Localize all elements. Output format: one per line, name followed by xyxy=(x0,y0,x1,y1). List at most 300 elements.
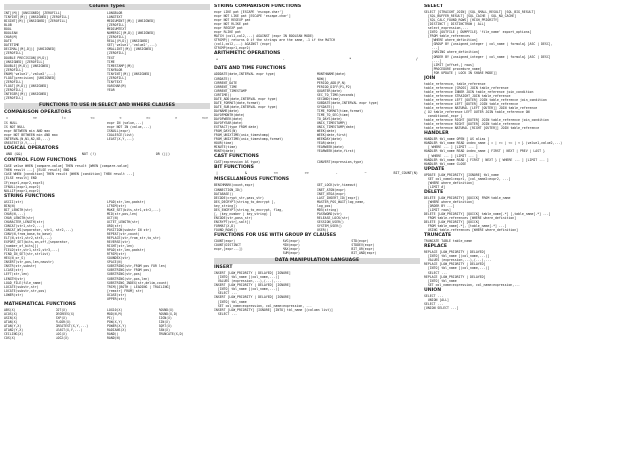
syntax-line: [FOR UPDATE | LOCK IN SHARE MODE]] xyxy=(424,70,497,75)
syntax-line: [SQL_BUFFER_RESULT] [SQL_CACHE | SQL_NO_CACHE] xyxy=(424,14,517,19)
syntax-entry: FROM_DAYS(N) xyxy=(214,129,238,134)
syntax-entry: SOUNDEX(str) xyxy=(107,256,131,261)
insert-lines xyxy=(214,271,420,316)
syntax-line: expr NOT REGEXP pat xyxy=(214,18,251,23)
syntax-entry: CONCAT(str1,str2,...) xyxy=(4,223,45,228)
delete-lines xyxy=(424,196,634,232)
syntax-line: DELETE [LOW_PRIORITY] [QUICK] xyxy=(424,220,480,225)
syntax-entry: INTERVAL(N,N1,N2,N3,...) xyxy=(4,137,51,142)
syntax-entry: key_string]) xyxy=(214,203,238,208)
syntax-line: [UNION SELECT ...] xyxy=(424,305,459,310)
syntax-entry: WEEKDAY(date) xyxy=(317,137,342,142)
syntax-entry: TINYTEXT xyxy=(107,79,123,84)
syntax-entry: INET_NTOA(expr) xyxy=(317,191,346,196)
syntax-entry: INET_ATON(expr) xyxy=(317,187,346,192)
syntax-entry: expr BETWEEN min AND max xyxy=(4,129,51,134)
syntax-line: [INTO] tbl_name xyxy=(214,299,247,304)
syntax-entry: LOCATE(substr,str) xyxy=(4,284,39,289)
syntax-line: ...] xyxy=(424,46,440,51)
syntax-line: table_reference [CROSS] JOIN table_reference xyxy=(424,85,509,90)
syntax-entry: RAND(N) xyxy=(107,336,121,341)
syntax-entry: [ZEROFILL] xyxy=(4,51,24,56)
syntax-entry: SUBSTRING(str,pos,len) xyxy=(107,276,150,281)
syntax-entry: CONV(N,from_base,to_base) xyxy=(4,232,52,237)
syntax-entry: COALESCE(list) xyxy=(107,133,134,138)
syntax-entry: ABS(X) xyxy=(4,307,16,312)
syntax-line: SELECT ... xyxy=(424,293,444,298)
grid-column xyxy=(4,308,56,340)
date-time-grid xyxy=(214,72,420,153)
syntax-entry: VARCHAR(M) xyxy=(107,83,127,88)
syntax-entry: UNIX_TIMESTAMP() xyxy=(317,121,348,126)
syntax-entry: DATE_ADD(date,INTERVAL expr type) xyxy=(214,96,278,101)
column-middle xyxy=(214,4,420,316)
syntax-entry: MONTHNAME(date) xyxy=(317,72,346,77)
syntax-line: [ WHERE ... ] [LIMIT ... ] xyxy=(424,153,478,158)
syntax-line: REPLACE [LOW_PRIORITY | DELAYED] xyxy=(424,262,486,267)
syntax-entry: DATE_FORMAT(date,format) xyxy=(214,100,261,105)
syntax-line: conditional_expr } xyxy=(424,114,463,119)
subheader-replace: REPLACE xyxy=(424,244,448,250)
syntax-entry: [number_of_bits]]) xyxy=(4,244,39,249)
syntax-entry: TIME_TO_SEC(time) xyxy=(317,112,350,117)
syntax-entry: RADIANS(X) xyxy=(107,328,127,333)
bit-operator-row xyxy=(214,171,420,176)
syntax-entry: MASTER_POS_WAIT(log_name, xyxy=(317,199,365,204)
syntax-entry: UCASE(str) xyxy=(107,292,127,297)
syntax-line: table_reference NATURAL [LEFT [OUTER]] JOIN table_reference xyxy=(424,106,538,111)
syntax-entry: RTRIM(str) xyxy=(107,252,127,257)
subheader-update: UPDATE xyxy=(424,166,445,172)
syntax-line: table_reference RIGHT [OUTER] JOIN table_reference xyxy=(424,122,520,127)
syntax-line: SET col_name=expression, col_name=expression, ... xyxy=(214,303,312,308)
syntax-line: table_reference, table_reference xyxy=(424,81,486,86)
syntax-entry: LCASE(str) xyxy=(4,268,24,273)
grid-column xyxy=(317,183,420,232)
operator-token: - xyxy=(335,171,338,176)
syntax-entry: [ZEROFILL] xyxy=(4,67,24,72)
syntax-line: TRUNCATE TABLE table_name xyxy=(424,239,472,244)
syntax-entry: SYSTEM_USER() xyxy=(317,223,342,228)
syntax-entry: STDDEV(expr) xyxy=(351,243,375,248)
syntax-entry: PASSWORD(str) xyxy=(317,211,342,216)
grid-column xyxy=(4,121,107,145)
syntax-entry: SUBSTRING_INDEX(str,delim,count) xyxy=(107,280,169,285)
subheader-date-time: DATE AND TIME FUNCTIONS xyxy=(214,66,286,72)
syntax-line: INSERT [LOW_PRIORITY] [IGNORE] [INTO] tbl_name [(column list)] xyxy=(214,307,333,312)
syntax-entry: REVERSE(str) xyxy=(107,240,131,245)
syntax-line: HANDLER tbl_name CLOSE xyxy=(424,161,467,166)
column-right xyxy=(424,4,634,310)
syntax-entry: INSERT(str,pos,len,newstr) xyxy=(4,260,54,265)
syntax-entry: LOG(X) xyxy=(55,332,68,337)
syntax-entry: UNIX_TIMESTAMP(date) xyxy=(317,125,356,130)
syntax-entry: NOW() xyxy=(317,76,327,81)
syntax-entry: LONGBLOB xyxy=(107,11,123,15)
syntax-entry: LEAST(X,Y,...) xyxy=(107,137,134,142)
syntax-entry: COUNT(DISTINCT xyxy=(214,243,241,248)
syntax-line: SELECT ... xyxy=(214,311,238,316)
syntax-entry: CURDATE() xyxy=(214,76,232,81)
syntax-entry: [ZEROFILL] xyxy=(107,23,127,28)
syntax-entry: BIT_LENGTH(str) xyxy=(4,207,33,212)
syntax-entry: SMALLINT[(M)] [UNSIGNED] xyxy=(107,47,154,52)
syntax-entry: ENUM('value1','value2',...) xyxy=(4,71,56,76)
syntax-entry: COT(X) xyxy=(55,307,68,312)
syntax-entry: LONGTEXT xyxy=(107,15,123,20)
syntax-line: [FROM table_references xyxy=(424,34,471,39)
syntax-entry: MINUTE(time) xyxy=(214,145,238,150)
syntax-line: [WHERE where_definition] xyxy=(424,180,474,185)
operator-token: != xyxy=(61,116,66,121)
syntax-entry: REPEAT(str,count) xyxy=(107,232,140,237)
syntax-entry: PI() xyxy=(107,315,115,320)
syntax-entry: POW(X,Y) xyxy=(107,319,123,324)
syntax-entry: ATAN(X) xyxy=(4,319,18,324)
syntax-entry: TINYINT[(M)] [UNSIGNED] xyxy=(107,71,152,76)
subheader-select: SELECT xyxy=(424,4,444,9)
syntax-entry: WEEK(date) xyxy=(317,129,337,134)
subheader-arithmetic: ARITHMETIC OPERATIONS xyxy=(214,51,281,57)
subheader-cast: CAST FUNCTIONS xyxy=(214,154,259,160)
grid-column xyxy=(107,200,210,301)
syntax-entry: LENGTH(str) xyxy=(4,276,26,281)
syntax-entry: RELEASE_LOCK(str) xyxy=(317,215,350,220)
grid-column xyxy=(4,11,107,100)
syntax-entry: MAX(expr) xyxy=(282,247,300,252)
syntax-entry: SESSION_USER() xyxy=(317,219,344,224)
join-lines xyxy=(424,82,634,131)
syntax-entry: [ZEROFILL] xyxy=(4,95,24,100)
syntax-line: [HAVING where_definition] xyxy=(424,50,480,55)
syntax-entry: CHAR(M) xyxy=(4,35,18,40)
grid-column xyxy=(214,239,283,255)
syntax-entry: FLOAT[(M,D)] [UNSIGNED] xyxy=(4,83,49,88)
operator-token: <= xyxy=(90,116,95,121)
syntax-entry: LOCATE(substr,str,pos) xyxy=(4,288,47,293)
syntax-line: USING table-references [WHERE where_definition] xyxy=(424,228,519,233)
syntax-entry: LPAD(str,len,padstr) xyxy=(107,199,146,204)
syntax-entry: TRIM([[BOTH | LEADING | TRAILING] xyxy=(107,284,171,289)
syntax-line: SET col_name=expression, col_name=expression,... xyxy=(424,282,520,287)
syntax-line: INSERT [LOW_PRIORITY | DELAYED] [IGNORE] xyxy=(214,283,291,288)
syntax-entry: MEDIUMINT[(M)] [UNSIGNED] xyxy=(107,19,155,24)
syntax-entry: GET_LOCK(str,timeout) xyxy=(317,183,358,188)
syntax-entry: IS NOT NULL xyxy=(4,125,26,130)
syntax-line: HANDLER tbl_name OPEN [ AS alias ] xyxy=(424,137,490,142)
syntax-entry: [, (key_number | key_string) ] xyxy=(214,211,272,216)
syntax-entry: SPACE(N) xyxy=(107,260,123,265)
syntax-entry: CHARACTER_LENGTH(str) xyxy=(4,219,45,224)
syntax-line: [INTO] tbl_name [(col_name,...)] xyxy=(424,266,490,271)
syntax-entry: [ZEROFILL] xyxy=(107,35,127,40)
subheader-string-functions: STRING FUNCTIONS xyxy=(4,193,55,199)
subheader-truncate: TRUNCATE xyxy=(424,233,452,239)
syntax-entry: BOOLEAN xyxy=(4,31,18,36)
grid-column xyxy=(4,200,107,301)
syntax-entry: ATAN(Y,X) xyxy=(4,324,22,328)
grid-column xyxy=(107,121,210,145)
syntax-entry: FROM_UNIXTIME(unix_timestamp,format) xyxy=(214,137,284,142)
update-lines xyxy=(424,173,634,189)
syntax-line: FROM table-references [WHERE where_definition] xyxy=(424,216,517,221)
syntax-entry: MD5(string) xyxy=(317,207,339,212)
syntax-entry: POSITION(substr IN str) xyxy=(107,227,152,232)
syntax-line: expr REGEXP pat xyxy=(214,26,243,31)
syntax-line: UPDATE [LOW_PRIORITY] [IGNORE] tbl_name xyxy=(424,172,499,177)
syntax-line: [WHERE where_definition] xyxy=(424,199,474,204)
syntax-entry: DEGREES(X) xyxy=(55,311,75,316)
syntax-entry: SUBSTRING(str FROM pos) xyxy=(107,268,152,273)
syntax-entry: QUARTER(date) xyxy=(317,88,342,93)
column-types-grid xyxy=(4,11,210,100)
syntax-entry: LAST_INSERT_ID([expr]) xyxy=(317,195,360,200)
syntax-entry: STD(expr) xyxy=(351,239,369,244)
syntax-entry: REPLACE(str,from_str,to_str) xyxy=(107,236,161,241)
syntax-entry: ASIN(X) xyxy=(4,315,18,320)
subheader-bit-functions: BIT FUNCTIONS xyxy=(214,165,254,171)
grid-column xyxy=(317,72,420,153)
syntax-line: [ELSE result] END xyxy=(4,176,37,181)
syntax-line: SELECT ... xyxy=(424,301,444,306)
syntax-line: HANDLER tbl_name READ index_name { = | >= | <= | < } (value1,value2,...) xyxy=(424,141,563,146)
syntax-entry: SQRT(X) xyxy=(158,324,172,328)
syntax-entry: SIGN(X) xyxy=(158,315,172,320)
grid-column xyxy=(214,72,317,153)
syntax-entry: ENCRYPT(str[,salt]) xyxy=(214,219,251,224)
syntax-entry: DAYOFYEAR(date) xyxy=(214,121,243,126)
syntax-entry: MIN(expr) xyxy=(282,243,300,248)
syntax-entry: ORD(str) xyxy=(107,223,123,228)
syntax-entry: FIND_IN_SET(str,strlist) xyxy=(4,252,51,257)
operator-token: * xyxy=(349,57,352,62)
syntax-entry: PERIOD_ADD(P,N) xyxy=(317,80,346,85)
syntax-entry: [ZEROFILL] xyxy=(4,79,24,84)
syntax-entry: MONTH(date) xyxy=(214,149,236,154)
syntax-line: THEN result ...] [ELSE result] END xyxy=(4,168,70,173)
subheader-group-by: FUNCTIONS FOR USE WITH GROUP BY CLAUSES xyxy=(214,233,337,239)
syntax-entry: ELT(N,str1,str2,str3,...) xyxy=(4,236,52,241)
grid-column xyxy=(283,239,352,255)
syntax-entry: CURTIME() xyxy=(214,92,232,97)
syntax-entry: log_pos) xyxy=(317,203,333,208)
syntax-entry: INTEGER[(M)] [UNSIGNED] xyxy=(4,91,49,96)
grid-column xyxy=(159,308,211,340)
operator-token: AND (&&) xyxy=(6,152,23,157)
syntax-entry: FOUND_ROWS() xyxy=(214,227,238,232)
control-flow-lines xyxy=(4,164,210,192)
syntax-entry: DOUBLE[(M,D)] [UNSIGNED] xyxy=(4,63,51,68)
syntax-entry: YEARWEEK(date) xyxy=(317,145,344,150)
syntax-entry: CHAR_LENGTH(str) xyxy=(4,215,35,220)
syntax-entry: MID(str,pos,len) xyxy=(107,211,138,216)
syntax-entry: MEDIUMTEXT xyxy=(107,27,127,32)
syntax-line: FROM table_name[.*], [table_name[.*] ...] xyxy=(424,224,507,229)
operator-token: - xyxy=(282,57,285,62)
syntax-entry: ASCII(str) xyxy=(4,199,24,204)
syntax-entry: MAKE_SET(bits,str1,str2,...) xyxy=(107,207,161,212)
syntax-entry: FLOAT(precision) [UNSIGNED] xyxy=(4,75,56,80)
syntax-entry: [ZEROFILL] xyxy=(107,51,127,56)
syntax-entry: LOAD_FILE(file_name) xyxy=(4,280,43,285)
syntax-entry: DAYOFWEEK(date) xyxy=(214,116,243,121)
syntax-entry: BIGINT[(M)] [UNSIGNED] [ZEROFILL] xyxy=(4,19,68,24)
syntax-entry: HOUR(time) xyxy=(214,141,234,146)
syntax-line: REPLACE [LOW_PRIORITY | DELAYED] xyxy=(424,274,486,279)
syntax-line: [ WHERE ... ] [LIMIT ... ] xyxy=(424,145,478,150)
syntax-line: [WHERE where_definition] xyxy=(424,38,478,43)
syntax-entry: DATE_SUB(date,INTERVAL expr type) xyxy=(214,104,278,109)
operator-token: / xyxy=(415,57,418,62)
syntax-line: SELECT ... xyxy=(424,270,448,275)
syntax-entry: LTRIM(str) xyxy=(107,203,127,208)
section-header-dml: DATA MANIPULATION LANGUAGE xyxy=(214,258,420,264)
syntax-entry: BENCHMARK(count,expr) xyxy=(214,183,255,188)
syntax-entry: CONCAT_WS(separator, str1, str2,...) xyxy=(4,227,74,232)
syntax-entry: CHAR(N,...) xyxy=(4,211,26,216)
syntax-entry: ADDDATE(date,INTERVAL expr type) xyxy=(214,72,276,77)
operator-token: <> xyxy=(32,116,37,121)
syntax-entry: [ZEROFILL] xyxy=(107,75,127,80)
syntax-entry: ATAN2(Y,X) xyxy=(4,328,24,333)
syntax-entry: CONNECTION_ID() xyxy=(214,187,243,192)
syntax-entry: RAND() xyxy=(107,332,119,337)
subheader-math-functions: MATHEMATICAL FUNCTIONS xyxy=(4,301,76,307)
syntax-line: ,...] xyxy=(424,58,442,63)
syntax-entry: DAYNAME(date) xyxy=(214,108,239,113)
syntax-entry: DECIMAL[(M[,D])] [UNSIGNED] xyxy=(4,47,56,52)
syntax-entry: FLOOR(X) xyxy=(55,319,71,324)
syntax-entry: DATETIME xyxy=(4,43,20,48)
grid-column xyxy=(214,160,317,164)
syntax-line: [GROUP BY {unsigned_integer | col_name | formula} [ASC | DESC], xyxy=(424,42,553,47)
syntax-entry: IS NULL xyxy=(4,121,18,126)
syntax-line: table_reference LEFT [OUTER] JOIN table_reference join_condition xyxy=(424,97,547,102)
syntax-entry: expr IN (value,...) xyxy=(107,121,144,126)
syntax-entry: OCT(N) xyxy=(107,215,119,220)
syntax-entry: MOD(N,M) xyxy=(107,311,123,316)
syntax-line: table_reference STRAIGHT_JOIN table_reference xyxy=(424,93,511,98)
syntax-line: CASE value WHEN [compare-value] THEN result [WHEN [compare-value] xyxy=(4,164,129,169)
syntax-line: [INTO] tbl_name [(col_name,...)] xyxy=(214,275,280,280)
syntax-entry: TO_DAYS(date) xyxy=(317,116,342,121)
syntax-line: IF(expr1,expr2,expr3) xyxy=(4,180,45,185)
handler-lines xyxy=(424,137,634,165)
operator-token: = xyxy=(6,116,9,121)
syntax-line: expr NOT LIKE pat [ESCAPE 'escape-char'] xyxy=(214,14,291,19)
syntax-entry: CAST(expression AS type) xyxy=(214,160,261,165)
syntax-entry: DES_ENCRYPT(string_to_encrypt, flag, xyxy=(214,207,284,212)
operator-token: >= xyxy=(146,116,151,121)
syntax-entry: SECOND(time) xyxy=(317,96,341,101)
syntax-line: [SQL_CALC_FOUND_ROWS] [HIGH_PRIORITY] xyxy=(424,18,499,23)
syntax-line: table_reference INNER JOIN table_reference join_condition xyxy=(424,89,534,94)
syntax-entry: BLOB xyxy=(4,23,12,28)
syntax-entry: HEX(N_or_S) xyxy=(4,256,26,261)
subheader-union: UNION xyxy=(424,287,442,293)
syntax-entry: FIELD(str,str1,str2,str3,...) xyxy=(4,248,60,253)
syntax-entry: DECODE(crypt_str,pass_str) xyxy=(214,195,264,200)
string-functions-grid xyxy=(4,200,210,301)
operator-token: & xyxy=(244,171,247,176)
math-functions-grid xyxy=(4,308,210,340)
syntax-entry: SIN(X) xyxy=(158,319,171,324)
syntax-entry: TINYBLOB xyxy=(107,67,123,72)
group-by-grid xyxy=(214,239,420,255)
syntax-line: expr LIKE pat [ESCAPE 'escape-char'] xyxy=(214,10,284,14)
syntax-entry: SET('value1','value2',...) xyxy=(107,43,157,48)
grid-column xyxy=(56,308,108,340)
syntax-entry: EXP(X) xyxy=(55,315,68,320)
syntax-line: [INTO] tbl_name [(col_name,...)] xyxy=(214,287,280,292)
syntax-entry: GREATEST(X,Y,...) xyxy=(4,141,37,146)
syntax-entry: expr NOT IN (value,...) xyxy=(107,125,152,130)
syntax-entry: CURRENT_TIMESTAMP xyxy=(214,88,247,93)
syntax-line: VALUES (expression,...),(...),... xyxy=(424,258,492,263)
syntax-entry: WEEK(date,first) xyxy=(317,133,348,138)
syntax-entry: DATABASE() xyxy=(214,191,234,196)
syntax-entry: OCTET_LENGTH(str) xyxy=(107,219,140,224)
subheader-string-comparison: STRING COMPARISON FUNCTIONS xyxy=(214,4,302,9)
syntax-line: [ORDER BY ...] xyxy=(424,203,455,208)
syntax-entry: LOWER(str) xyxy=(4,292,24,297)
syntax-entry: UPPER(str) xyxy=(107,296,127,301)
arithmetic-operator-row xyxy=(214,57,420,62)
syntax-line: select_expression,... xyxy=(424,26,469,31)
syntax-entry: SYSDATE() xyxy=(317,104,335,109)
syntax-entry: BIT_AND(expr) xyxy=(351,251,377,256)
syntax-line: table_reference RIGHT [OUTER] JOIN table_reference join_condition xyxy=(424,118,549,123)
syntax-line: STRCMP() returns 0 if the strings are the same, -1 if the MATCH xyxy=(214,38,335,43)
syntax-line: IFNULL(expr1,expr2) xyxy=(4,184,41,189)
syntax-line: VALUES (expression,...),(...),... xyxy=(214,279,282,284)
operator-token: + xyxy=(216,57,219,62)
syntax-line: DELETE [LOW_PRIORITY] [QUICK] FROM table_name xyxy=(424,195,511,200)
syntax-entry: SUBSTRING(str,FROM pos FOR len) xyxy=(107,264,167,269)
syntax-entry: BIT_OR(expr) xyxy=(351,247,375,252)
grid-column xyxy=(317,160,420,164)
syntax-line: REPLACE [LOW_PRIORITY | DELAYED] xyxy=(424,250,486,255)
syntax-entry: POWER(X,Y) xyxy=(107,324,127,328)
operator-token: | xyxy=(216,171,219,176)
operator-token: BIT_COUNT(N) xyxy=(393,171,418,176)
grid-column xyxy=(351,239,420,255)
syntax-entry: expr NOT BETWEEN min AND max xyxy=(4,133,58,138)
syntax-line: (col1,col2,...) AGAINST (expr) xyxy=(214,42,272,47)
operator-token: ~ xyxy=(364,171,367,176)
syntax-entry: AVG(expr) xyxy=(282,239,300,244)
syntax-entry: LOG10(X) xyxy=(107,307,123,312)
syntax-entry: GREATEST(X,Y,...) xyxy=(55,324,89,328)
syntax-entry: EXTRACT(type FROM date) xyxy=(214,125,259,130)
syntax-entry: RIGHT(str,len) xyxy=(107,244,134,249)
syntax-entry: CONVERT(expression,type) xyxy=(317,160,364,165)
select-lines xyxy=(424,10,634,75)
subheader-comparison-operators: COMPARISON OPERATORS xyxy=(4,110,72,116)
syntax-entry: TINYINT[(M)] [UNSIGNED] [ZEROFILL] xyxy=(4,15,70,20)
syntax-entry: LEFT(str,len) xyxy=(4,272,29,277)
syntax-line: CASE WHEN [condition] THEN result [WHEN [condition] THEN result ...] xyxy=(4,172,135,177)
column-left xyxy=(4,4,210,340)
subheader-join: JOIN xyxy=(424,75,436,81)
replace-lines xyxy=(424,250,634,286)
syntax-entry: TRUNCATE(X,D) xyxy=(158,332,184,337)
syntax-line: INSERT [LOW_PRIORITY | DELAYED] [IGNORE] xyxy=(214,271,291,276)
syntax-line: [ORDER BY {unsigned_integer | col_name | formula} [ASC | DESC] xyxy=(424,54,551,59)
syntax-entry: TEXT xyxy=(107,55,115,60)
subheader-logical-operators: LOGICAL OPERATORS xyxy=(4,146,59,152)
syntax-entry: LOG2(X) xyxy=(55,336,69,341)
